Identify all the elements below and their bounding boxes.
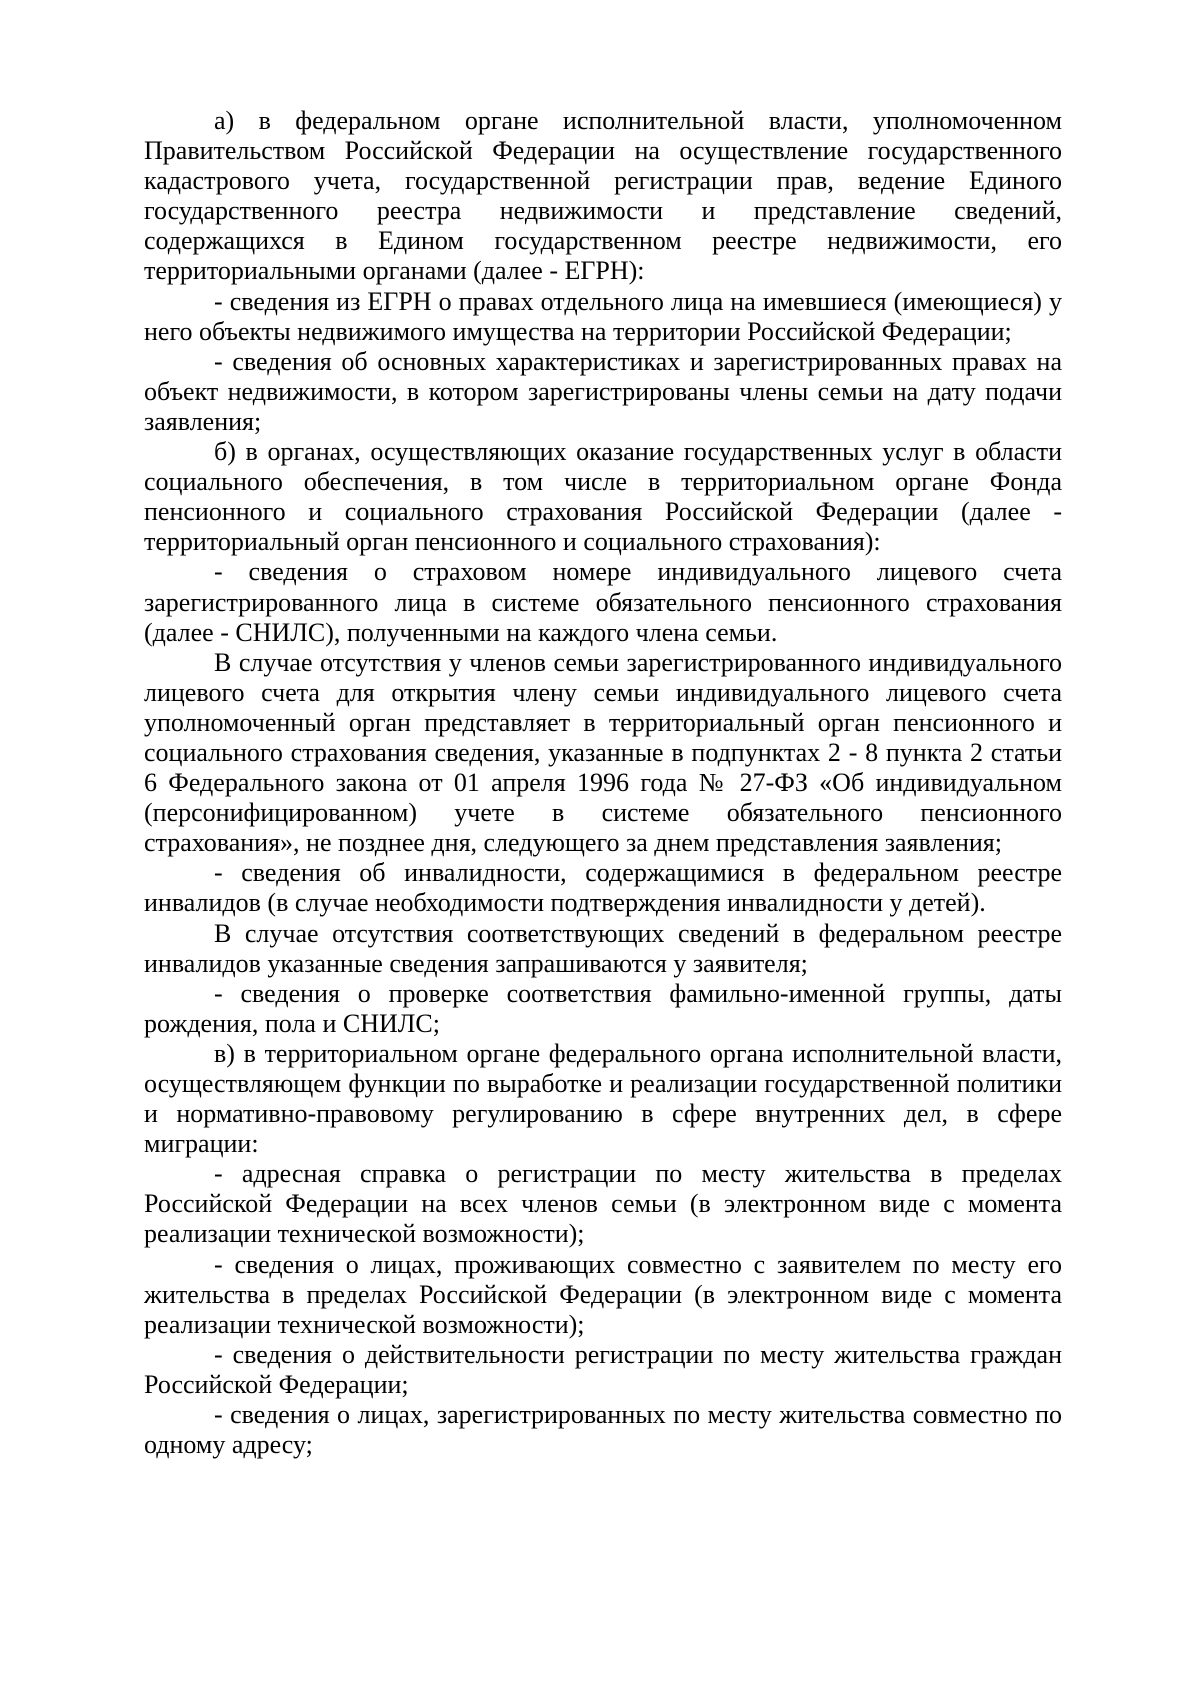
paragraph-snils: - сведения о страховом номере индивидуального лицевого счета зарегистрированного лица в системе обязательного пенсионного страхования (далее - СНИЛС), полученными на каждого члена семьи. — [144, 557, 1062, 647]
paragraph-item-b: б) в органах, осуществляющих оказание государственных услуг в области социального обеспечения, в том числе в территориальном органе Фонда пенсионного и социального страхования Российской Федерации (далее - территориальный орган пенсионного и социального страхования): — [144, 437, 1062, 557]
paragraph-disability-missing: В случае отсутствия соответствующих сведений в федеральном реестре инвалидов указанные сведения запрашиваются у заявителя; — [144, 918, 1062, 978]
paragraph-address-certificate: - адресная справка о регистрации по месту жительства в пределах Российской Федерации на всех членов семьи (в электронном виде с момента реализации технической возможности); — [144, 1159, 1062, 1249]
paragraph-egrn-characteristics: - сведения об основных характеристиках и зарегистрированных правах на объект недвижимости, в котором зарегистрированы члены семьи на дату подачи заявления; — [144, 346, 1062, 436]
paragraph-same-address: - сведения о лицах, зарегистрированных по месту жительства совместно по одному адресу; — [144, 1400, 1062, 1460]
paragraph-item-a: а) в федеральном органе исполнительной власти, уполномоченном Правительством Российской Федерации на осуществление государственного кадастрового учета, государственной регистрации прав, ведение Единого государственного реестра недвижимости и представление сведений, содержащихся в Едином государственном реестре недвижимости, его территориальными органами (далее - ЕГРН): — [144, 106, 1062, 286]
paragraph-name-check: - сведения о проверке соответствия фамильно-именной группы, даты рождения, пола и СНИЛС; — [144, 978, 1062, 1038]
paragraph-registration-validity: - сведения о действительности регистрации по месту жительства граждан Российской Федерации; — [144, 1339, 1062, 1399]
paragraph-cohabitants: - сведения о лицах, проживающих совместно с заявителем по месту его жительства в пределах Российской Федерации (в электронном виде с момента реализации технической возможности); — [144, 1249, 1062, 1339]
paragraph-no-account: В случае отсутствия у членов семьи зарегистрированного индивидуального лицевого счета для открытия члену семьи индивидуального лицевого счета уполномоченный орган представляет в территориальный орган пенсионного и социального страхования сведения, указанные в подпунктах 2 - 8 пункта 2 статьи 6 Федерального закона от 01 апреля 1996 года № 27-ФЗ «Об индивидуальном (персонифицированном) учете в системе обязательного пенсионного страхования», не позднее дня, следующего за днем представления заявления; — [144, 647, 1062, 858]
paragraph-disability: - сведения об инвалидности, содержащимися в федеральном реестре инвалидов (в случае необходимости подтверждения инвалидности у детей). — [144, 858, 1062, 918]
paragraph-egrn-rights: - сведения из ЕГРН о правах отдельного лица на имевшиеся (имеющиеся) у него объекты недвижимого имущества на территории Российской Федерации; — [144, 286, 1062, 346]
document-page — [144, 106, 1062, 1460]
paragraph-item-v: в) в территориальном органе федерального органа исполнительной власти, осуществляющем функции по выработке и реализации государственной политики и нормативно-правовому регулированию в сфере внутренних дел, в сфере миграции: — [144, 1038, 1062, 1159]
